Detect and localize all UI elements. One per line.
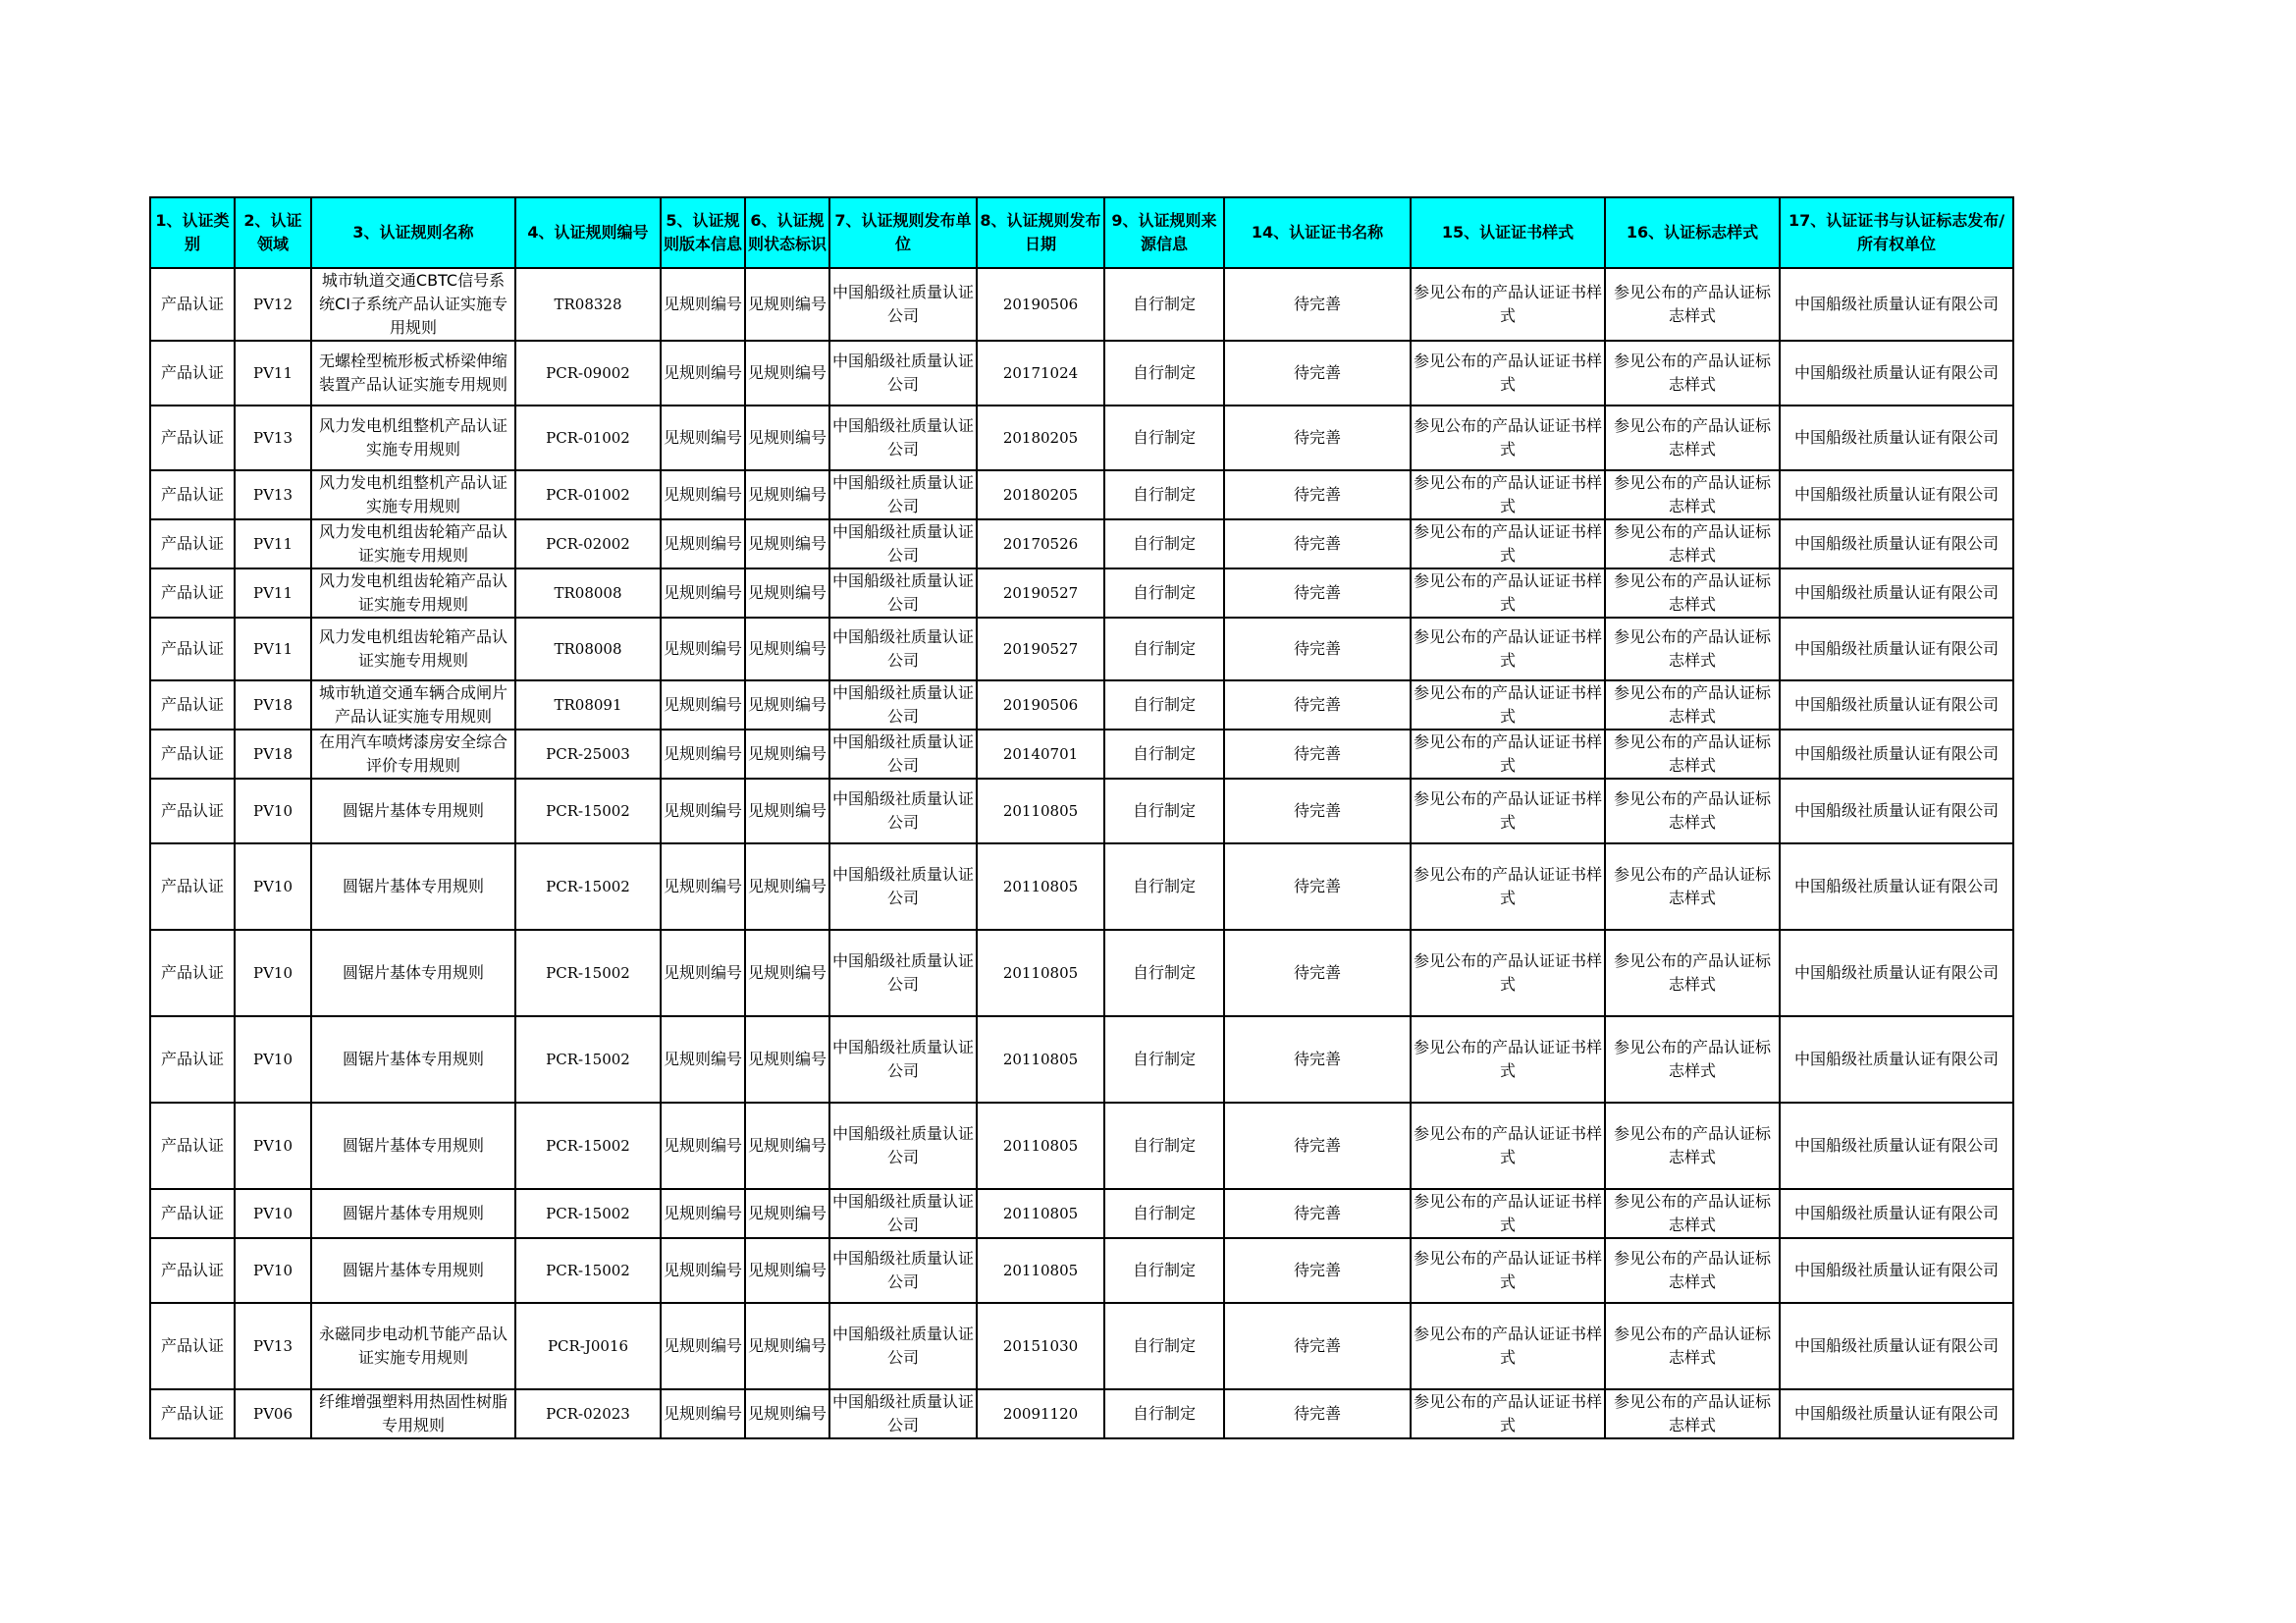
table-cell-c17: 中国船级社质量认证有限公司	[1780, 1389, 2013, 1438]
table-cell-c2: PV12	[235, 268, 311, 341]
table-cell-c6: 见规则编号	[745, 680, 829, 730]
table-cell-c6: 见规则编号	[745, 1238, 829, 1303]
table-cell-c9: 自行制定	[1104, 406, 1224, 470]
table-row	[150, 680, 2013, 730]
table-cell-c7: 中国船级社质量认证公司	[829, 843, 977, 930]
table-cell-c5: 见规则编号	[661, 470, 745, 519]
table-cell-c1: 产品认证	[150, 843, 235, 930]
table-cell-c17: 中国船级社质量认证有限公司	[1780, 268, 2013, 341]
table-row	[150, 1016, 2013, 1103]
table-cell-c4: TR08008	[515, 568, 661, 618]
table-cell-c16: 参见公布的产品认证标志样式	[1605, 1389, 1780, 1438]
table-cell-c1: 产品认证	[150, 680, 235, 730]
table-cell-c7: 中国船级社质量认证公司	[829, 268, 977, 341]
table-row	[150, 730, 2013, 779]
table-cell-c5: 见规则编号	[661, 779, 745, 843]
table-cell-c17: 中国船级社质量认证有限公司	[1780, 1016, 2013, 1103]
table-cell-c14: 待完善	[1224, 618, 1411, 680]
table-cell-c1: 产品认证	[150, 1389, 235, 1438]
table-cell-c15: 参见公布的产品认证证书样式	[1411, 618, 1605, 680]
table-cell-c2: PV13	[235, 1303, 311, 1389]
table-cell-c15: 参见公布的产品认证证书样式	[1411, 730, 1605, 779]
table-cell-c16: 参见公布的产品认证标志样式	[1605, 1103, 1780, 1189]
table-cell-c14: 待完善	[1224, 568, 1411, 618]
table-cell-c8: 20110805	[977, 779, 1104, 843]
table-cell-c8: 20110805	[977, 1189, 1104, 1238]
table-cell-c9: 自行制定	[1104, 930, 1224, 1016]
table-cell-c9: 自行制定	[1104, 268, 1224, 341]
table-cell-c4: TR08008	[515, 618, 661, 680]
table-cell-c15: 参见公布的产品认证证书样式	[1411, 341, 1605, 406]
table-cell-c14: 待完善	[1224, 1238, 1411, 1303]
table-cell-c9: 自行制定	[1104, 1238, 1224, 1303]
table-cell-c8: 20110805	[977, 930, 1104, 1016]
table-cell-c7: 中国船级社质量认证公司	[829, 618, 977, 680]
table-row	[150, 779, 2013, 843]
table-cell-c5: 见规则编号	[661, 618, 745, 680]
table-cell-c14: 待完善	[1224, 680, 1411, 730]
table-cell-c2: PV10	[235, 843, 311, 930]
table-cell-c17: 中国船级社质量认证有限公司	[1780, 519, 2013, 568]
table-cell-c4: PCR-01002	[515, 470, 661, 519]
table-cell-c1: 产品认证	[150, 1103, 235, 1189]
table-cell-c6: 见规则编号	[745, 406, 829, 470]
table-cell-c2: PV10	[235, 1103, 311, 1189]
table-cell-c16: 参见公布的产品认证标志样式	[1605, 470, 1780, 519]
table-cell-c2: PV18	[235, 680, 311, 730]
column-header: 17、认证证书与认证标志发布/所有权单位	[1780, 197, 2013, 268]
table-cell-c3: 圆锯片基体专用规则	[311, 843, 515, 930]
table-cell-c7: 中国船级社质量认证公司	[829, 341, 977, 406]
column-header: 15、认证证书样式	[1411, 197, 1605, 268]
table-cell-c5: 见规则编号	[661, 268, 745, 341]
table-cell-c7: 中国船级社质量认证公司	[829, 779, 977, 843]
table-cell-c2: PV11	[235, 618, 311, 680]
table-cell-c6: 见规则编号	[745, 519, 829, 568]
table-cell-c1: 产品认证	[150, 1303, 235, 1389]
table-cell-c2: PV10	[235, 930, 311, 1016]
column-header: 1、认证类别	[150, 197, 235, 268]
table-cell-c14: 待完善	[1224, 1303, 1411, 1389]
table-cell-c6: 见规则编号	[745, 268, 829, 341]
table-cell-c3: 圆锯片基体专用规则	[311, 1238, 515, 1303]
table-cell-c3: 风力发电机组齿轮箱产品认证实施专用规则	[311, 519, 515, 568]
table-cell-c1: 产品认证	[150, 568, 235, 618]
table-cell-c14: 待完善	[1224, 1103, 1411, 1189]
table-cell-c15: 参见公布的产品认证证书样式	[1411, 1303, 1605, 1389]
table-row	[150, 268, 2013, 341]
table-cell-c2: PV06	[235, 1389, 311, 1438]
table-cell-c1: 产品认证	[150, 930, 235, 1016]
table-cell-c14: 待完善	[1224, 1389, 1411, 1438]
table-cell-c9: 自行制定	[1104, 1016, 1224, 1103]
table-cell-c9: 自行制定	[1104, 519, 1224, 568]
table-cell-c7: 中国船级社质量认证公司	[829, 406, 977, 470]
table-cell-c15: 参见公布的产品认证证书样式	[1411, 1238, 1605, 1303]
table-cell-c14: 待完善	[1224, 268, 1411, 341]
table-cell-c16: 参见公布的产品认证标志样式	[1605, 680, 1780, 730]
table-cell-c1: 产品认证	[150, 779, 235, 843]
table-cell-c4: TR08328	[515, 268, 661, 341]
table-cell-c16: 参见公布的产品认证标志样式	[1605, 1303, 1780, 1389]
table-cell-c15: 参见公布的产品认证证书样式	[1411, 519, 1605, 568]
table-cell-c9: 自行制定	[1104, 730, 1224, 779]
table-cell-c2: PV13	[235, 406, 311, 470]
table-cell-c9: 自行制定	[1104, 470, 1224, 519]
table-cell-c17: 中国船级社质量认证有限公司	[1780, 1189, 2013, 1238]
table-cell-c17: 中国船级社质量认证有限公司	[1780, 406, 2013, 470]
table-cell-c7: 中国船级社质量认证公司	[829, 519, 977, 568]
table-cell-c17: 中国船级社质量认证有限公司	[1780, 341, 2013, 406]
table-row	[150, 1238, 2013, 1303]
table-cell-c9: 自行制定	[1104, 341, 1224, 406]
table-row	[150, 1389, 2013, 1438]
table-cell-c14: 待完善	[1224, 930, 1411, 1016]
table-row	[150, 618, 2013, 680]
table-cell-c14: 待完善	[1224, 470, 1411, 519]
table-cell-c8: 20180205	[977, 470, 1104, 519]
table-cell-c3: 圆锯片基体专用规则	[311, 930, 515, 1016]
table-cell-c16: 参见公布的产品认证标志样式	[1605, 843, 1780, 930]
table-cell-c4: PCR-09002	[515, 341, 661, 406]
column-header: 7、认证规则发布单位	[829, 197, 977, 268]
table-row	[150, 1303, 2013, 1389]
table-cell-c16: 参见公布的产品认证标志样式	[1605, 618, 1780, 680]
table-cell-c8: 20171024	[977, 341, 1104, 406]
table-cell-c4: PCR-15002	[515, 1238, 661, 1303]
table-cell-c7: 中国船级社质量认证公司	[829, 1303, 977, 1389]
table-cell-c9: 自行制定	[1104, 680, 1224, 730]
table-cell-c16: 参见公布的产品认证标志样式	[1605, 730, 1780, 779]
table-cell-c9: 自行制定	[1104, 1189, 1224, 1238]
table-cell-c6: 见规则编号	[745, 1103, 829, 1189]
table-cell-c15: 参见公布的产品认证证书样式	[1411, 568, 1605, 618]
table-cell-c2: PV11	[235, 519, 311, 568]
table-cell-c3: 圆锯片基体专用规则	[311, 1189, 515, 1238]
table-cell-c17: 中国船级社质量认证有限公司	[1780, 1303, 2013, 1389]
table-cell-c6: 见规则编号	[745, 1303, 829, 1389]
table-cell-c1: 产品认证	[150, 470, 235, 519]
table-cell-c17: 中国船级社质量认证有限公司	[1780, 680, 2013, 730]
table-cell-c5: 见规则编号	[661, 1016, 745, 1103]
table-cell-c8: 20110805	[977, 843, 1104, 930]
table-cell-c8: 20190506	[977, 680, 1104, 730]
table-cell-c1: 产品认证	[150, 730, 235, 779]
table-cell-c9: 自行制定	[1104, 779, 1224, 843]
table-cell-c5: 见规则编号	[661, 406, 745, 470]
table-cell-c2: PV10	[235, 1238, 311, 1303]
table-cell-c4: PCR-15002	[515, 779, 661, 843]
column-header: 14、认证证书名称	[1224, 197, 1411, 268]
table-cell-c14: 待完善	[1224, 730, 1411, 779]
table-row	[150, 470, 2013, 519]
table-cell-c3: 圆锯片基体专用规则	[311, 1103, 515, 1189]
table-cell-c2: PV18	[235, 730, 311, 779]
table-cell-c3: 圆锯片基体专用规则	[311, 779, 515, 843]
table-cell-c5: 见规则编号	[661, 930, 745, 1016]
table-cell-c4: PCR-01002	[515, 406, 661, 470]
table-cell-c8: 20190506	[977, 268, 1104, 341]
table-cell-c3: 风力发电机组齿轮箱产品认证实施专用规则	[311, 618, 515, 680]
column-header: 3、认证规则名称	[311, 197, 515, 268]
table-cell-c15: 参见公布的产品认证证书样式	[1411, 268, 1605, 341]
table-cell-c4: PCR-02002	[515, 519, 661, 568]
table-cell-c8: 20110805	[977, 1103, 1104, 1189]
table-cell-c16: 参见公布的产品认证标志样式	[1605, 568, 1780, 618]
table-row	[150, 406, 2013, 470]
table-cell-c16: 参见公布的产品认证标志样式	[1605, 779, 1780, 843]
table-cell-c5: 见规则编号	[661, 1303, 745, 1389]
table-cell-c7: 中国船级社质量认证公司	[829, 470, 977, 519]
table-cell-c9: 自行制定	[1104, 568, 1224, 618]
table-cell-c16: 参见公布的产品认证标志样式	[1605, 519, 1780, 568]
table-cell-c5: 见规则编号	[661, 519, 745, 568]
table-cell-c17: 中国船级社质量认证有限公司	[1780, 470, 2013, 519]
table-cell-c2: PV11	[235, 341, 311, 406]
table-row	[150, 930, 2013, 1016]
table-cell-c5: 见规则编号	[661, 568, 745, 618]
table-cell-c3: 城市轨道交通CBTC信号系统CI子系统产品认证实施专用规则	[311, 268, 515, 341]
table-cell-c1: 产品认证	[150, 519, 235, 568]
table-cell-c17: 中国船级社质量认证有限公司	[1780, 730, 2013, 779]
table-cell-c4: PCR-15002	[515, 843, 661, 930]
column-header: 16、认证标志样式	[1605, 197, 1780, 268]
table-cell-c16: 参见公布的产品认证标志样式	[1605, 930, 1780, 1016]
table-cell-c8: 20110805	[977, 1238, 1104, 1303]
table-cell-c2: PV10	[235, 779, 311, 843]
table-cell-c15: 参见公布的产品认证证书样式	[1411, 1016, 1605, 1103]
table-cell-c6: 见规则编号	[745, 1016, 829, 1103]
table-cell-c1: 产品认证	[150, 1016, 235, 1103]
table-cell-c16: 参见公布的产品认证标志样式	[1605, 341, 1780, 406]
table-cell-c5: 见规则编号	[661, 1103, 745, 1189]
table-cell-c8: 20091120	[977, 1389, 1104, 1438]
table-cell-c6: 见规则编号	[745, 470, 829, 519]
table-cell-c8: 20151030	[977, 1303, 1104, 1389]
table-cell-c3: 纤维增强塑料用热固性树脂专用规则	[311, 1389, 515, 1438]
table-cell-c15: 参见公布的产品认证证书样式	[1411, 1103, 1605, 1189]
table-cell-c17: 中国船级社质量认证有限公司	[1780, 618, 2013, 680]
table-row	[150, 1189, 2013, 1238]
table-row	[150, 843, 2013, 930]
table-cell-c8: 20140701	[977, 730, 1104, 779]
table-cell-c14: 待完善	[1224, 406, 1411, 470]
table-cell-c17: 中国船级社质量认证有限公司	[1780, 779, 2013, 843]
table-cell-c5: 见规则编号	[661, 1389, 745, 1438]
table-cell-c4: PCR-02023	[515, 1389, 661, 1438]
table-cell-c1: 产品认证	[150, 618, 235, 680]
table-cell-c3: 圆锯片基体专用规则	[311, 1016, 515, 1103]
table-cell-c15: 参见公布的产品认证证书样式	[1411, 1389, 1605, 1438]
table-cell-c8: 20190527	[977, 568, 1104, 618]
table-cell-c7: 中国船级社质量认证公司	[829, 1016, 977, 1103]
column-header: 8、认证规则发布日期	[977, 197, 1104, 268]
table-cell-c4: PCR-15002	[515, 1016, 661, 1103]
table-cell-c7: 中国船级社质量认证公司	[829, 930, 977, 1016]
table-cell-c6: 见规则编号	[745, 1389, 829, 1438]
table-cell-c7: 中国船级社质量认证公司	[829, 1389, 977, 1438]
table-cell-c16: 参见公布的产品认证标志样式	[1605, 1189, 1780, 1238]
table-cell-c4: PCR-15002	[515, 930, 661, 1016]
table-cell-c15: 参见公布的产品认证证书样式	[1411, 406, 1605, 470]
table-cell-c15: 参见公布的产品认证证书样式	[1411, 843, 1605, 930]
table-cell-c6: 见规则编号	[745, 930, 829, 1016]
column-header: 5、认证规则版本信息	[661, 197, 745, 268]
table-cell-c17: 中国船级社质量认证有限公司	[1780, 1238, 2013, 1303]
spreadsheet-page	[149, 196, 2014, 1439]
table-cell-c2: PV10	[235, 1016, 311, 1103]
table-cell-c8: 20180205	[977, 406, 1104, 470]
table-cell-c7: 中国船级社质量认证公司	[829, 730, 977, 779]
table-cell-c9: 自行制定	[1104, 618, 1224, 680]
table-cell-c3: 城市轨道交通车辆合成闸片产品认证实施专用规则	[311, 680, 515, 730]
table-cell-c14: 待完善	[1224, 341, 1411, 406]
table-cell-c6: 见规则编号	[745, 341, 829, 406]
table-row	[150, 341, 2013, 406]
table-cell-c17: 中国船级社质量认证有限公司	[1780, 568, 2013, 618]
table-cell-c3: 风力发电机组整机产品认证实施专用规则	[311, 470, 515, 519]
table-cell-c1: 产品认证	[150, 1189, 235, 1238]
table-cell-c8: 20190527	[977, 618, 1104, 680]
table-cell-c17: 中国船级社质量认证有限公司	[1780, 930, 2013, 1016]
table-row	[150, 568, 2013, 618]
table-cell-c5: 见规则编号	[661, 730, 745, 779]
column-header: 2、认证领域	[235, 197, 311, 268]
table-cell-c4: PCR-J0016	[515, 1303, 661, 1389]
table-cell-c6: 见规则编号	[745, 843, 829, 930]
table-cell-c14: 待完善	[1224, 1189, 1411, 1238]
table-row	[150, 519, 2013, 568]
column-header: 6、认证规则状态标识	[745, 197, 829, 268]
table-cell-c7: 中国船级社质量认证公司	[829, 1238, 977, 1303]
table-cell-c5: 见规则编号	[661, 680, 745, 730]
certification-rules-table	[149, 196, 2014, 1439]
table-cell-c17: 中国船级社质量认证有限公司	[1780, 1103, 2013, 1189]
table-row	[150, 1103, 2013, 1189]
table-cell-c6: 见规则编号	[745, 618, 829, 680]
table-cell-c6: 见规则编号	[745, 779, 829, 843]
table-cell-c9: 自行制定	[1104, 1103, 1224, 1189]
table-cell-c14: 待完善	[1224, 519, 1411, 568]
table-cell-c5: 见规则编号	[661, 1238, 745, 1303]
table-cell-c3: 风力发电机组整机产品认证实施专用规则	[311, 406, 515, 470]
table-cell-c15: 参见公布的产品认证证书样式	[1411, 1189, 1605, 1238]
table-cell-c15: 参见公布的产品认证证书样式	[1411, 930, 1605, 1016]
table-cell-c3: 在用汽车喷烤漆房安全综合评价专用规则	[311, 730, 515, 779]
table-cell-c9: 自行制定	[1104, 1389, 1224, 1438]
table-cell-c2: PV13	[235, 470, 311, 519]
table-cell-c16: 参见公布的产品认证标志样式	[1605, 268, 1780, 341]
table-cell-c2: PV10	[235, 1189, 311, 1238]
table-cell-c16: 参见公布的产品认证标志样式	[1605, 1238, 1780, 1303]
table-cell-c6: 见规则编号	[745, 1189, 829, 1238]
table-cell-c3: 风力发电机组齿轮箱产品认证实施专用规则	[311, 568, 515, 618]
table-cell-c7: 中国船级社质量认证公司	[829, 1103, 977, 1189]
table-cell-c7: 中国船级社质量认证公司	[829, 568, 977, 618]
table-cell-c16: 参见公布的产品认证标志样式	[1605, 406, 1780, 470]
table-cell-c4: PCR-15002	[515, 1103, 661, 1189]
table-cell-c16: 参见公布的产品认证标志样式	[1605, 1016, 1780, 1103]
table-cell-c4: PCR-15002	[515, 1189, 661, 1238]
table-cell-c15: 参见公布的产品认证证书样式	[1411, 779, 1605, 843]
table-cell-c1: 产品认证	[150, 406, 235, 470]
table-cell-c1: 产品认证	[150, 268, 235, 341]
table-cell-c1: 产品认证	[150, 341, 235, 406]
table-cell-c7: 中国船级社质量认证公司	[829, 1189, 977, 1238]
table-cell-c15: 参见公布的产品认证证书样式	[1411, 680, 1605, 730]
table-cell-c14: 待完善	[1224, 843, 1411, 930]
table-cell-c6: 见规则编号	[745, 568, 829, 618]
header-row	[150, 197, 2013, 268]
column-header: 9、认证规则来源信息	[1104, 197, 1224, 268]
table-cell-c14: 待完善	[1224, 779, 1411, 843]
table-cell-c8: 20110805	[977, 1016, 1104, 1103]
table-cell-c4: PCR-25003	[515, 730, 661, 779]
table-cell-c15: 参见公布的产品认证证书样式	[1411, 470, 1605, 519]
table-cell-c7: 中国船级社质量认证公司	[829, 680, 977, 730]
table-cell-c6: 见规则编号	[745, 730, 829, 779]
table-cell-c4: TR08091	[515, 680, 661, 730]
table-cell-c5: 见规则编号	[661, 1189, 745, 1238]
column-header: 4、认证规则编号	[515, 197, 661, 268]
table-cell-c5: 见规则编号	[661, 843, 745, 930]
table-cell-c2: PV11	[235, 568, 311, 618]
table-cell-c3: 无螺栓型梳形板式桥梁伸缩装置产品认证实施专用规则	[311, 341, 515, 406]
table-cell-c3: 永磁同步电动机节能产品认证实施专用规则	[311, 1303, 515, 1389]
table-cell-c17: 中国船级社质量认证有限公司	[1780, 843, 2013, 930]
table-cell-c8: 20170526	[977, 519, 1104, 568]
table-cell-c14: 待完善	[1224, 1016, 1411, 1103]
table-cell-c9: 自行制定	[1104, 1303, 1224, 1389]
table-cell-c5: 见规则编号	[661, 341, 745, 406]
table-body	[150, 268, 2013, 1438]
table-cell-c9: 自行制定	[1104, 843, 1224, 930]
table-cell-c1: 产品认证	[150, 1238, 235, 1303]
